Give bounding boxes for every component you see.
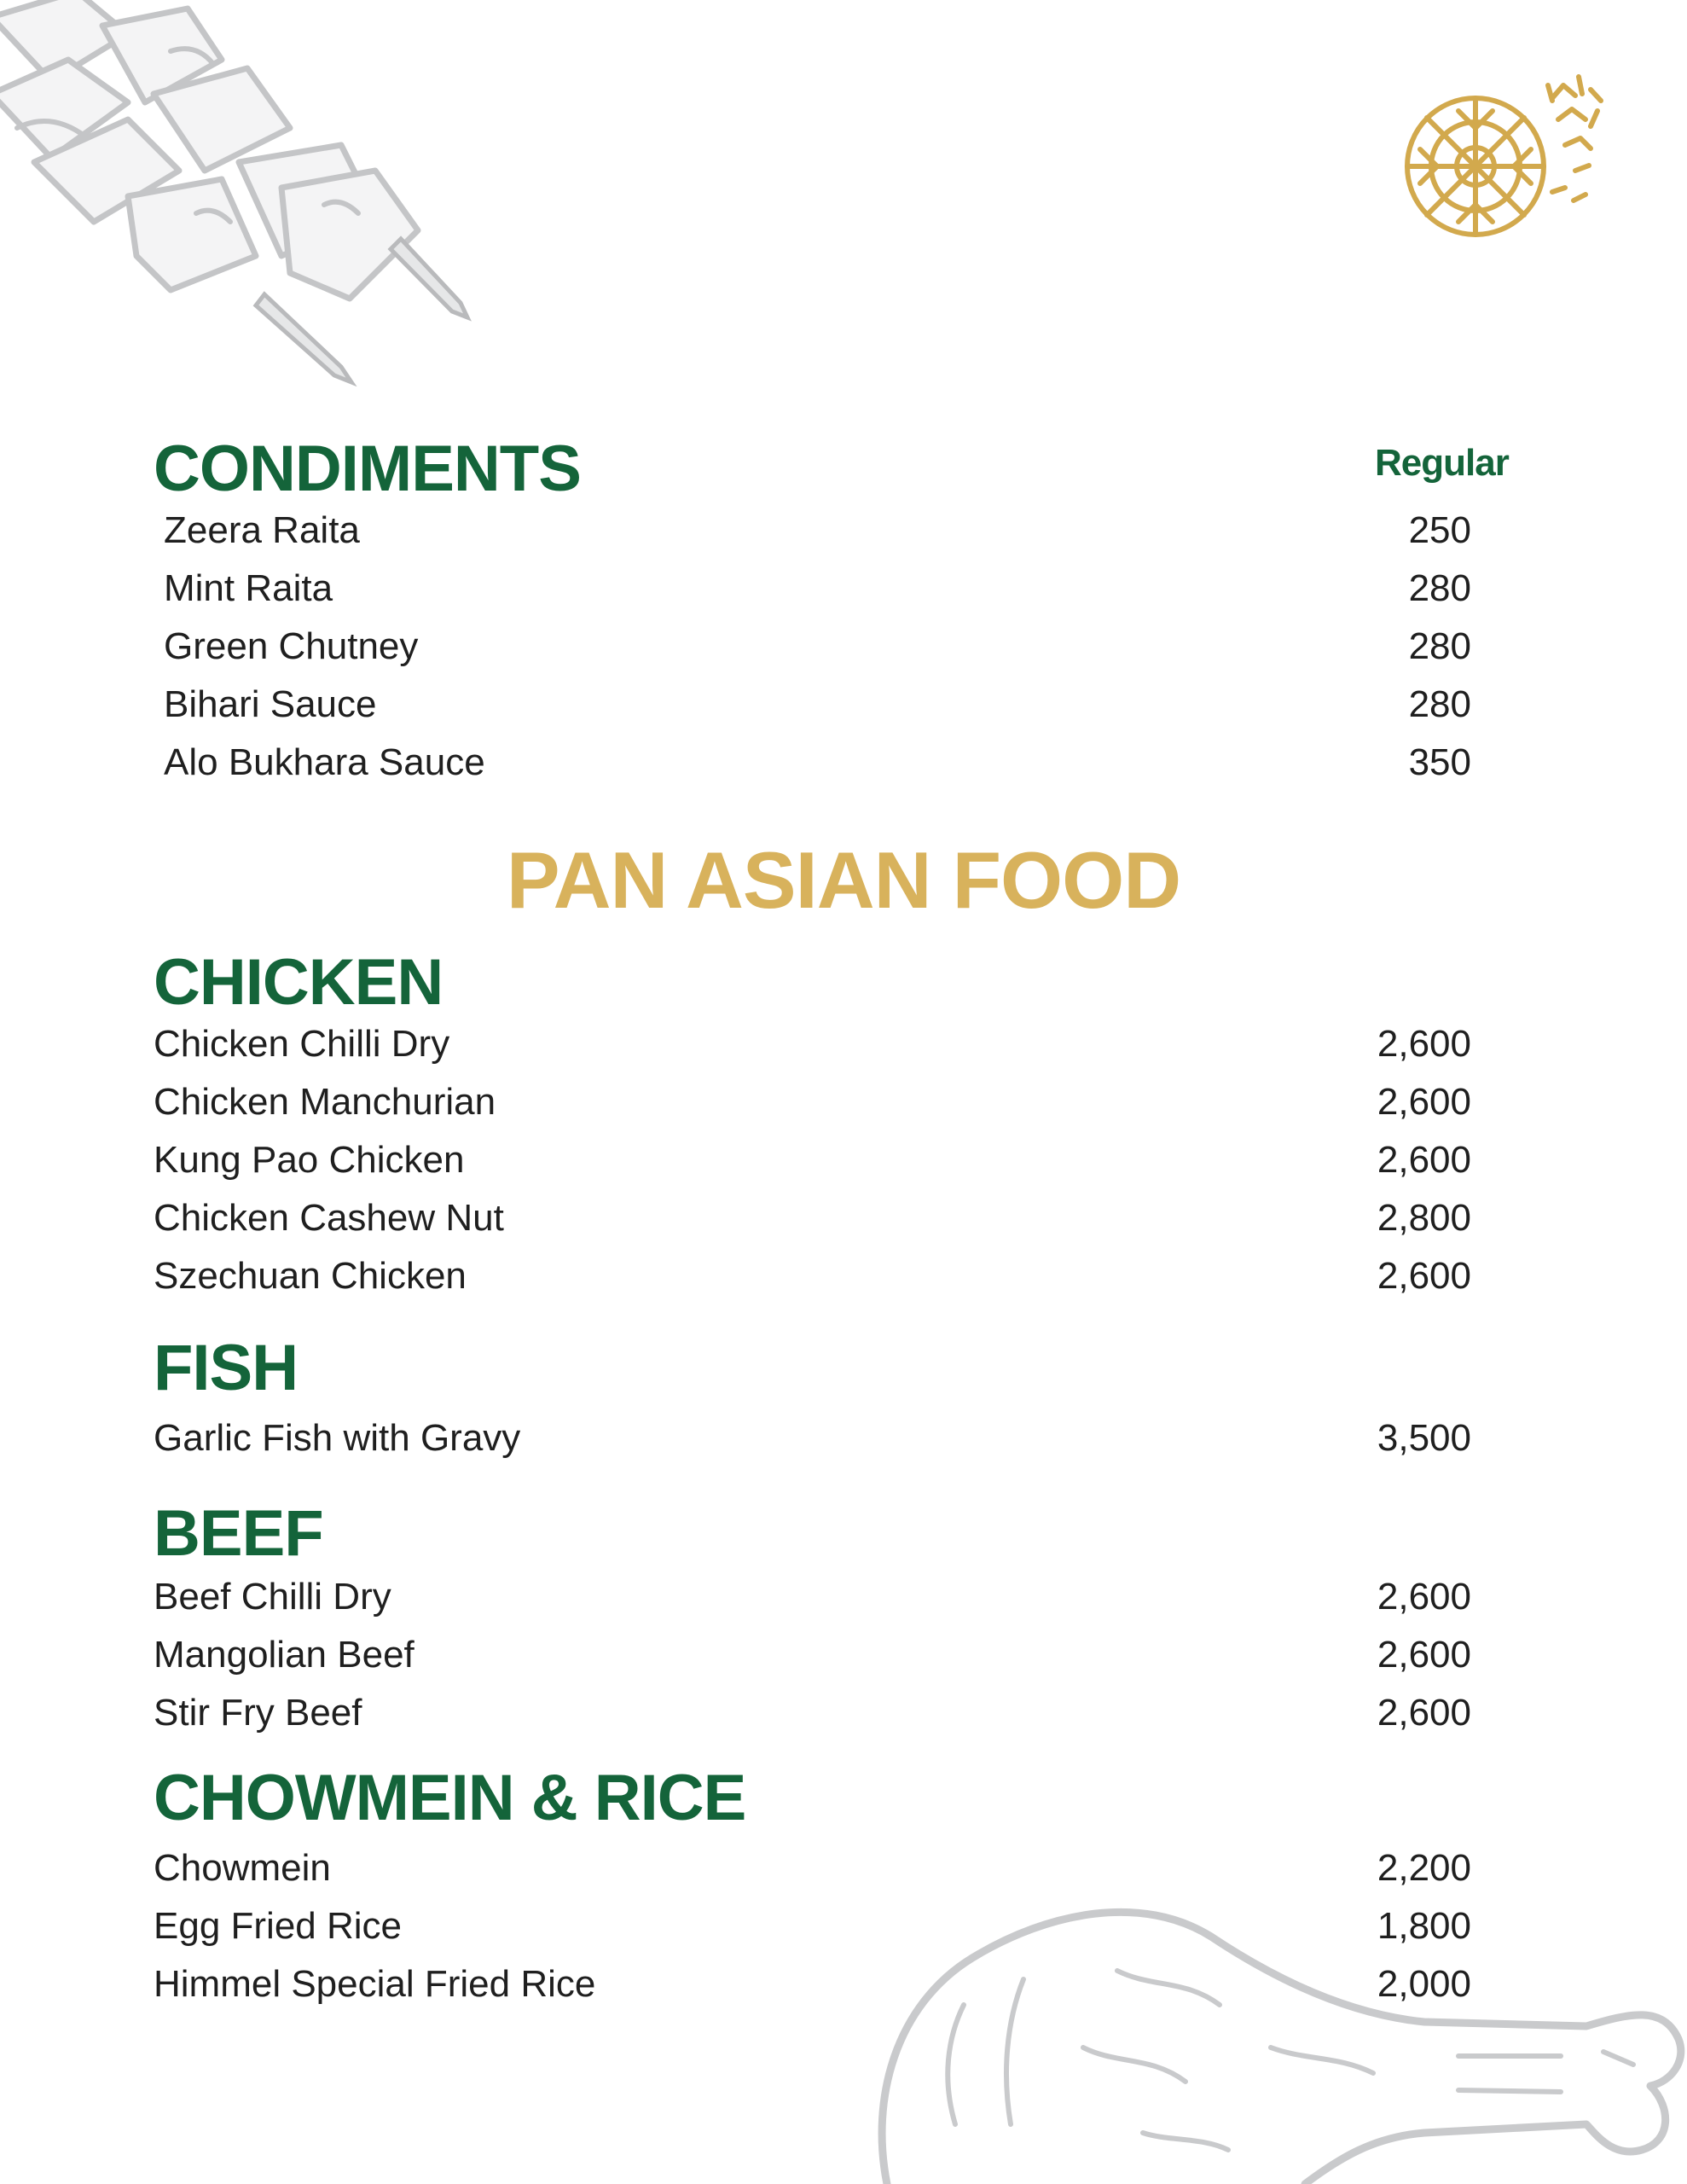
page-title: PAN ASIAN FOOD xyxy=(506,835,1181,925)
menu-item xyxy=(164,739,1471,787)
item-name: Bihari Sauce xyxy=(164,683,377,725)
item-price: 2,600 xyxy=(1377,1139,1471,1181)
item-name: Mangolian Beef xyxy=(154,1634,415,1676)
section-title-chowmein-rice: CHOWMEIN & RICE xyxy=(154,1762,746,1834)
menu-item xyxy=(154,1078,1471,1126)
item-name: Egg Fried Rice xyxy=(154,1905,403,1947)
menu-item xyxy=(154,1960,1471,2008)
item-price: 2,800 xyxy=(1377,1197,1471,1239)
item-price: 250 xyxy=(1408,509,1471,551)
item-name: Szechuan Chicken xyxy=(154,1255,467,1297)
item-price: 280 xyxy=(1408,625,1471,667)
item-price: 2,600 xyxy=(1377,1692,1471,1734)
item-price: 1,800 xyxy=(1377,1905,1471,1947)
item-price: 2,000 xyxy=(1377,1963,1471,2005)
item-price: 2,600 xyxy=(1377,1023,1471,1065)
menu-item xyxy=(154,1902,1471,1950)
menu-item xyxy=(154,1194,1471,1242)
menu-item xyxy=(154,1844,1471,1892)
item-name: Chicken Cashew Nut xyxy=(154,1197,504,1239)
item-price: 350 xyxy=(1408,741,1471,783)
menu-item xyxy=(154,1689,1471,1737)
menu-item xyxy=(154,1252,1471,1300)
item-name: Kung Pao Chicken xyxy=(154,1139,465,1181)
item-price: 2,600 xyxy=(1377,1576,1471,1618)
item-price: 2,600 xyxy=(1377,1634,1471,1676)
item-name: Stir Fry Beef xyxy=(154,1692,362,1734)
item-name: Garlic Fish with Gravy xyxy=(154,1417,521,1459)
item-name: Green Chutney xyxy=(164,625,419,667)
section-title-fish: FISH xyxy=(154,1332,299,1404)
menu-item xyxy=(164,507,1471,555)
menu-item xyxy=(154,1573,1471,1621)
item-price: 2,200 xyxy=(1377,1847,1471,1889)
menu-item xyxy=(154,1020,1471,1068)
menu-item xyxy=(154,1631,1471,1679)
menu-item xyxy=(164,681,1471,729)
item-name: Himmel Special Fried Rice xyxy=(154,1963,596,2005)
item-name: Chicken Manchurian xyxy=(154,1081,496,1123)
item-name: Chowmein xyxy=(154,1847,331,1889)
skewer-sketch-icon xyxy=(0,0,478,392)
item-price: 2,600 xyxy=(1377,1255,1471,1297)
item-price: 280 xyxy=(1408,683,1471,725)
item-price: 280 xyxy=(1408,567,1471,609)
item-price: 2,600 xyxy=(1377,1081,1471,1123)
menu-item xyxy=(164,623,1471,671)
menu-item xyxy=(154,1414,1471,1462)
item-name: Alo Bukhara Sauce xyxy=(164,741,485,783)
logo-mandala-icon xyxy=(1377,60,1608,256)
item-price: 3,500 xyxy=(1377,1417,1471,1459)
menu-item xyxy=(154,1136,1471,1184)
section-title-chicken: CHICKEN xyxy=(154,946,443,1019)
item-name: Beef Chilli Dry xyxy=(154,1576,391,1618)
section-title-condiments: CONDIMENTS xyxy=(154,433,581,505)
column-header-regular: Regular xyxy=(1375,442,1509,484)
section-title-beef: BEEF xyxy=(154,1497,323,1570)
menu-item xyxy=(164,565,1471,613)
item-name: Zeera Raita xyxy=(164,509,360,551)
item-name: Chicken Chilli Dry xyxy=(154,1023,450,1065)
item-name: Mint Raita xyxy=(164,567,333,609)
